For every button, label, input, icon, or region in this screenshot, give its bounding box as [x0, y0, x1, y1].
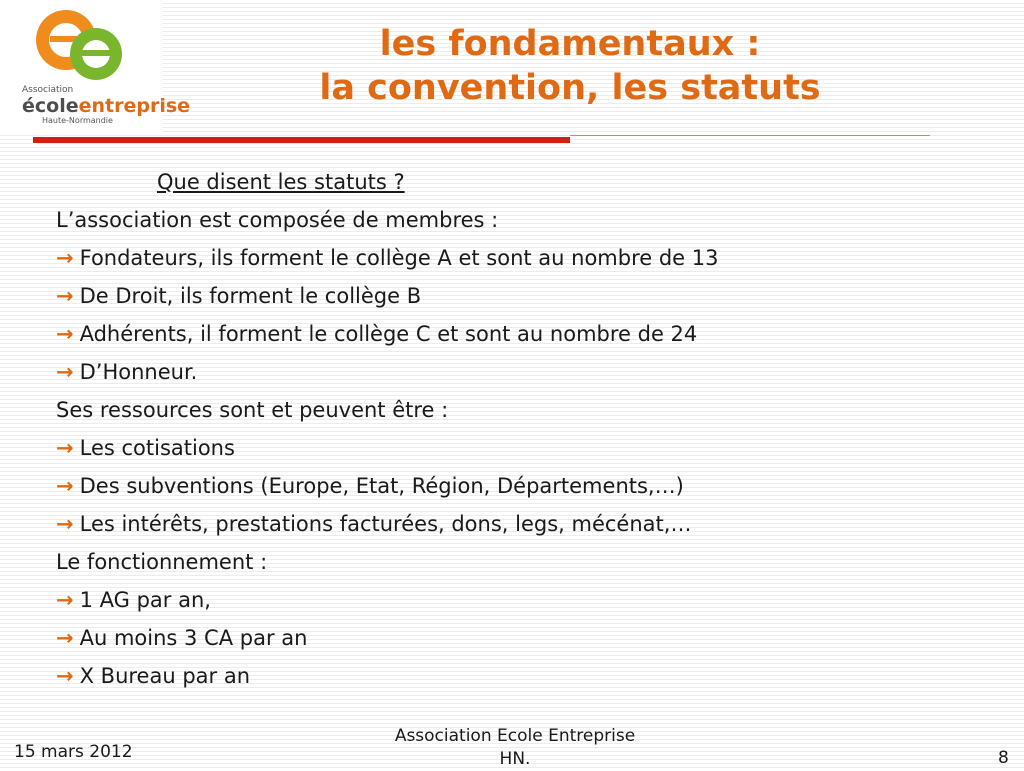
- line-text: Ses ressources sont et peuvent être :: [56, 398, 449, 422]
- line-text: L’association est composée de membres :: [56, 208, 499, 232]
- arrow-icon: →: [56, 246, 74, 270]
- line-text: 1 AG par an,: [79, 588, 211, 612]
- title-underline-thin: [570, 135, 930, 136]
- arrow-icon: →: [56, 360, 74, 384]
- svg-text:écoleentreprise: [22, 95, 190, 117]
- line-text: X Bureau par an: [79, 664, 251, 688]
- line-text: Les cotisations: [79, 436, 235, 460]
- line-text: Fondateurs, ils forment le collège A et sont au nombre de 13: [79, 246, 719, 270]
- footer-org: [360, 725, 670, 771]
- body-paragraph: [56, 543, 976, 581]
- arrow-icon: →: [56, 474, 74, 498]
- line-text: De Droit, ils forment le collège B: [79, 284, 422, 308]
- logo: [0, 0, 191, 132]
- line-text: Au moins 3 CA par an: [79, 626, 308, 650]
- arrow-icon: →: [56, 664, 74, 688]
- bullet-item: [56, 467, 976, 505]
- line-text: D’Honneur.: [79, 360, 198, 384]
- logo-text-region: Haute-Normandie: [42, 116, 113, 125]
- bullet-item: [56, 277, 976, 315]
- body-heading: Que disent les statuts ?: [157, 170, 405, 194]
- logo-text-ecole: école: [22, 95, 79, 117]
- bullet-item: [56, 429, 976, 467]
- arrow-icon: →: [56, 322, 74, 346]
- slide-body: [56, 163, 976, 695]
- body-lines: [56, 201, 976, 695]
- footer-org-line2: HN.: [499, 749, 531, 769]
- arrow-icon: →: [56, 284, 74, 308]
- bullet-item: [56, 239, 976, 277]
- ecolentreprise-logo: [0, 0, 191, 132]
- line-text: Adhérents, il forment le collège C et sont au nombre de 24: [79, 322, 698, 346]
- arrow-icon: →: [56, 436, 74, 460]
- body-paragraph: [56, 391, 976, 429]
- bullet-item: [56, 505, 976, 543]
- footer-org-line1: Association Ecole Entreprise: [394, 726, 636, 746]
- arrow-icon: →: [56, 588, 74, 612]
- bullet-item: [56, 657, 976, 695]
- footer-date: 15 mars 2012: [14, 742, 133, 762]
- line-text: Les intérêts, prestations facturées, dons, legs, mécénat,…: [79, 512, 692, 536]
- arrow-icon: →: [56, 512, 74, 536]
- slide-title-line2: la convention, les statuts: [319, 68, 821, 108]
- bullet-item: [56, 619, 976, 657]
- body-paragraph: [56, 201, 976, 239]
- bullet-item: [56, 315, 976, 353]
- logo-text-entreprise: entreprise: [78, 95, 191, 117]
- logo-text-association: Association: [22, 85, 74, 95]
- line-text: Des subventions (Europe, Etat, Région, Départements,…): [79, 474, 684, 498]
- bullet-item: [56, 581, 976, 619]
- title-underline-thick: [33, 137, 570, 143]
- slide-title-line1: les fondamentaux :: [379, 24, 761, 64]
- arrow-icon: →: [56, 626, 74, 650]
- slide-title: [180, 22, 960, 110]
- line-text: Le fonctionnement :: [56, 550, 268, 574]
- bullet-item: [56, 353, 976, 391]
- page-number: 8: [998, 748, 1009, 768]
